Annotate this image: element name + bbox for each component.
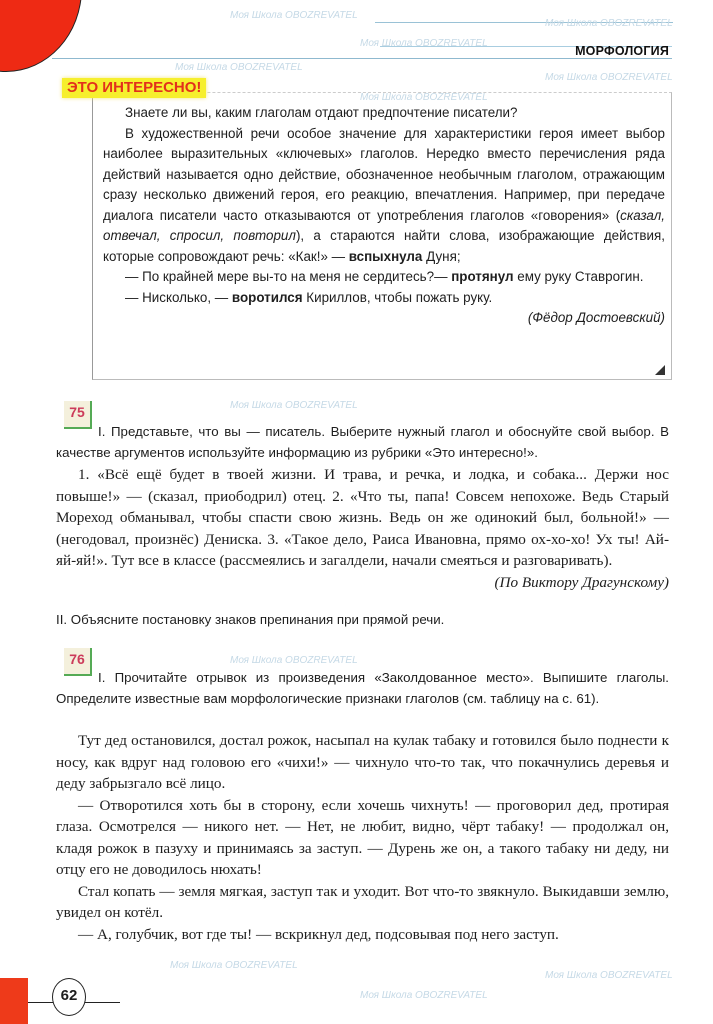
text: В художественной речи особое значение для характеристики героя имеет выбор наиболее выразительных «ключевых» глаголов. Нередко вместо перечисления ряда действий называется одно действие, обозначенное необычным глаголом, отражающим сразу несколько движений героя, его реакцию, впечатления. Например, при передаче диалога писатели часто отказываются от употребления глаголов «говорения» (	[103, 125, 665, 223]
exercise-76-text	[56, 730, 669, 945]
bold-verb: воротился	[231, 289, 303, 305]
text: ), а стараются найти слова, изображающие действия, которые сопровождают речь: «Как!» —	[103, 228, 665, 264]
interesting-box-label: ЭТО ИНТЕРЕСНО!	[62, 78, 206, 98]
box-paragraph	[103, 124, 665, 268]
exercise-75-task-1	[56, 422, 669, 463]
exercise-paragraph: — Отворотился хоть бы в сторону, если хочешь чихнуть! — проговорил дед, протирая глаза. Осмотрелся — никого нет. — Нет, не любит, видно, чёрт табаку! — продолжал он, кладя рожок в пазуху и принимаясь за заступ. — Дурень же он, а такого табаку ни деду, ни отцу его не доводилось нюхать!	[56, 796, 669, 878]
bold-verb: вспыхнула	[348, 248, 423, 264]
task-text: I. Прочитайте отрывок из произведения «Заколдованное место». Выпишите глаголы. Определите известные вам морфологические признаки глаголов (см. таблицу на с. 61).	[56, 670, 669, 706]
bold-verb: протянул	[451, 269, 514, 284]
exercise-75-task-2	[56, 610, 669, 631]
corner-marker-icon	[655, 365, 665, 375]
text: Кириллов, чтобы пожать руку.	[302, 289, 493, 305]
task-text: II. Объясните постановку знаков препинания при прямой речи.	[56, 612, 445, 627]
exercise-source: (По Виктору Драгунскому)	[494, 573, 669, 591]
section-title: МОРФОЛОГИЯ	[575, 44, 669, 58]
exercise-76-task-1	[56, 668, 669, 709]
watermark: Моя Школа OBOZREVATEL	[545, 72, 673, 83]
watermark: Моя Школа OBOZREVATEL	[175, 62, 303, 73]
watermark: Моя Школа OBOZREVATEL	[360, 92, 488, 103]
watermark: Моя Школа OBOZREVATEL	[360, 990, 488, 1001]
interesting-box-text	[103, 103, 665, 329]
text: Дуня;	[422, 248, 461, 264]
italic-examples: сказал, отвечал, спросил, повторил	[103, 207, 665, 243]
text: ему руку Ставрогин.	[513, 269, 644, 284]
box-paragraph	[103, 288, 665, 309]
exercise-text: 1. «Всё ещё будет в твоей жизни. И трава, и речка, и лодка, и собака... Держи нос повыше!» — (сказал, приободрил) отец. 2. «Что ты, папа! Совсем непохоже. Ведь Старый Мореход обманывал, чтобы спасти свою жизнь. Ведь он же одинокий был, больной!» — (негодовал, произнёс) Дениска. 3. «Такое дело, Раиса Ивановна, прямо ох-хо-хо! Ух ты! Ай-яй-яй!». Тут все в классе (рассмеялись и загалдели, начали смеяться и разговаривать).	[56, 466, 669, 569]
watermark: Моя Школа OBOZREVATEL	[170, 960, 298, 971]
watermark: Моя Школа OBOZREVATEL	[230, 400, 358, 411]
page-number: 62	[52, 978, 86, 1016]
box-paragraph	[103, 267, 665, 288]
watermark: Моя Школа OBOZREVATEL	[545, 970, 673, 981]
text: — По крайней мере вы-то на меня не сердитесь?—	[125, 269, 452, 284]
page-corner-marker	[0, 978, 28, 1024]
exercise-number-75: 75	[64, 401, 92, 429]
exercise-number-76: 76	[64, 648, 92, 676]
header-rule	[375, 22, 673, 23]
text: — Нисколько, —	[125, 289, 232, 305]
watermark: Моя Школа OBOZREVATEL	[230, 10, 358, 21]
exercise-paragraph: — А, голубчик, вот где ты! — вскрикнул дед, подсовывая под него заступ.	[78, 925, 559, 943]
box-question: Знаете ли вы, каким глаголам отдают предпочтение писатели?	[125, 105, 518, 120]
watermark: Моя Школа OBOZREVATEL	[230, 655, 358, 666]
decorative-red-circle	[0, 0, 82, 72]
task-text: I. Представьте, что вы — писатель. Выберите нужный глагол и обоснуйте свой выбор. В качестве аргументов используйте информацию из рубрики «Это интересно!».	[56, 424, 669, 460]
exercise-paragraph: Стал копать — земля мягкая, заступ так и уходит. Вот что-то звякнуло. Выкидавши землю, увидел он котёл.	[56, 882, 669, 921]
header-rule	[52, 58, 672, 59]
exercise-paragraph: Тут дед остановился, достал рожок, насыпал на кулак табаку и готовился было поднести к носу, как вдруг над головою его «чихи!» — чихнуло что-то так, что покачнулись деревья и деду забрызгало всё лицо.	[56, 732, 669, 792]
watermark: Моя Школа OBOZREVATEL	[360, 38, 488, 49]
box-source: (Фёдор Достоевский)	[527, 310, 665, 325]
watermark: Моя Школа OBOZREVATEL	[545, 18, 673, 29]
exercise-75-text	[56, 464, 669, 593]
